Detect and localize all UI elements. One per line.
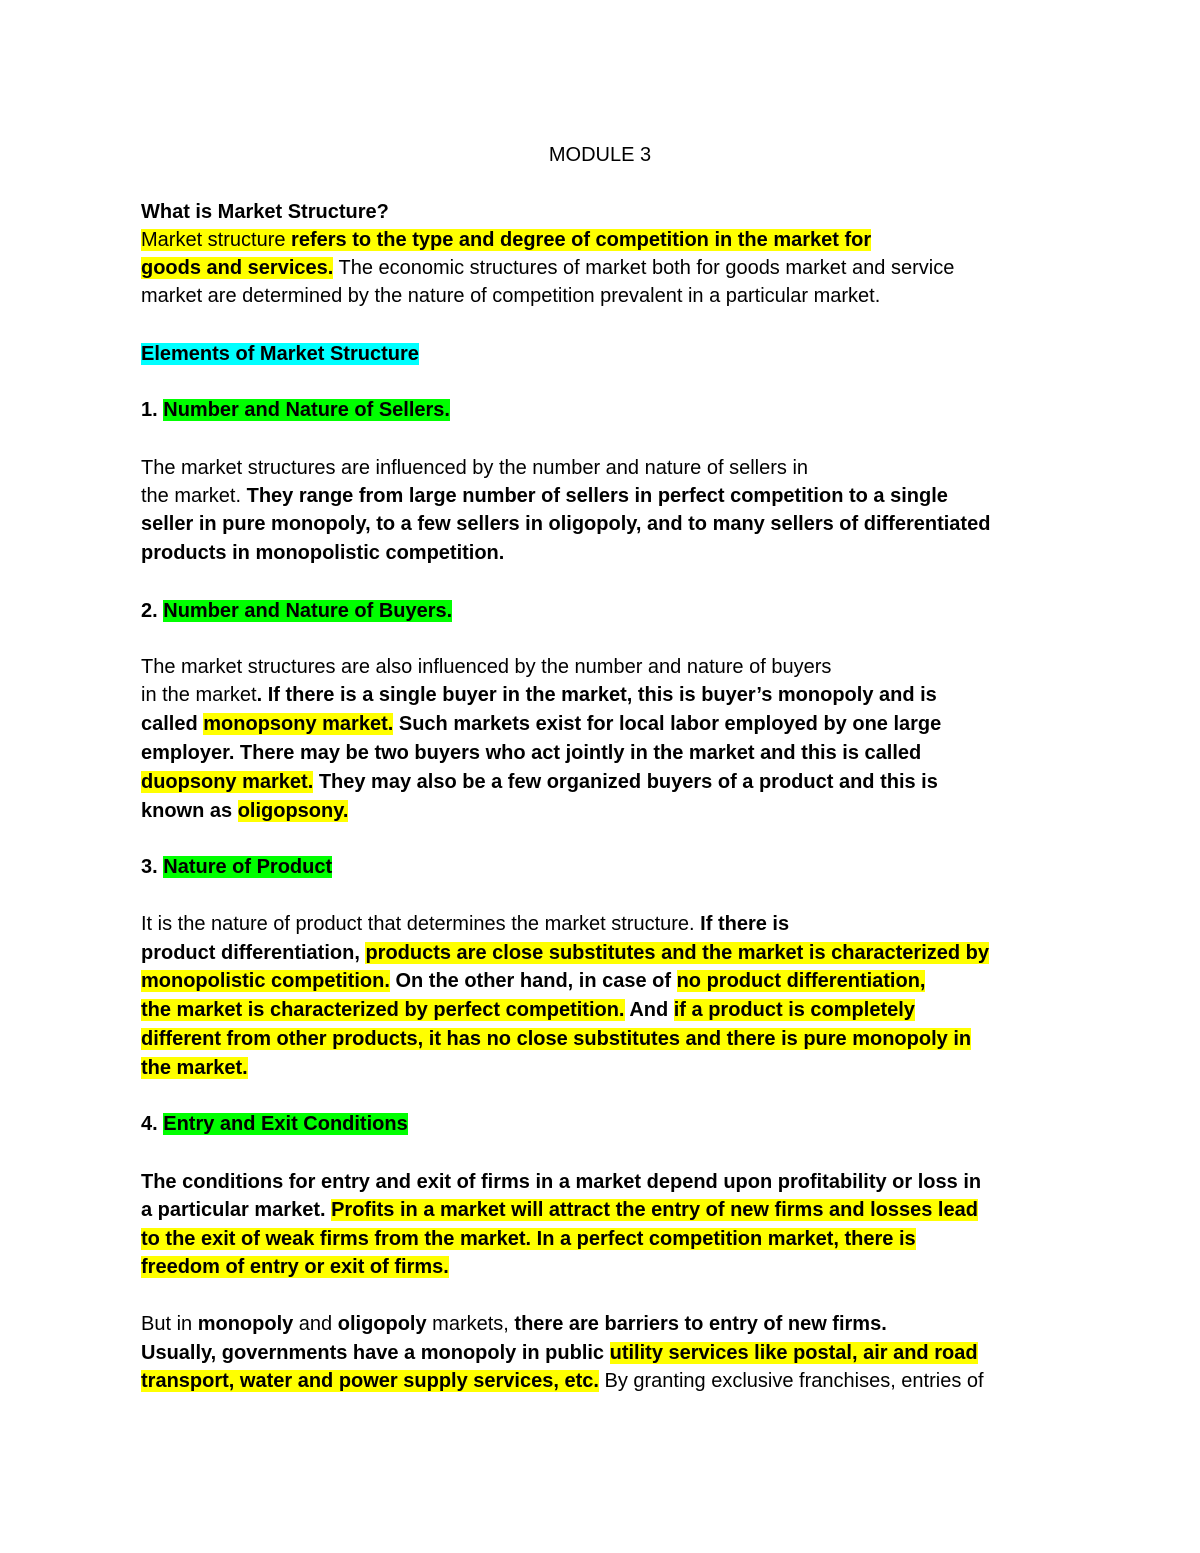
paragraph-line: duopsony market. They may also be a few organized buyers of a product and this is [141, 771, 938, 793]
paragraph-line: different from other products, it has no close substitutes and there is pure monopoly in [141, 1028, 972, 1050]
section-heading: What is Market Structure? [141, 201, 389, 223]
element-heading-1: 1. Number and Nature of Sellers. [141, 399, 450, 421]
paragraph-line: goods and services. The economic structures of market both for goods market and service [141, 257, 955, 279]
paragraph-line: Market structure refers to the type and degree of competition in the market for [141, 229, 872, 251]
paragraph-line: to the exit of weak firms from the market. In a perfect competition market, there is [141, 1228, 916, 1250]
paragraph-line: product differentiation, products are close substitutes and the market is characterized by [141, 942, 989, 964]
paragraph-line: the market. They range from large number of sellers in perfect competition to a single [141, 485, 948, 507]
paragraph-line: in the market. If there is a single buyer in the market, this is buyer’s monopoly and is [141, 684, 937, 706]
paragraph-line: seller in pure monopoly, to a few sellers in oligopoly, and to many sellers of differentiated [141, 513, 991, 535]
paragraph-line: It is the nature of product that determines the market structure. If there is [141, 913, 790, 935]
paragraph-line: The market structures are influenced by the number and nature of sellers in [141, 457, 809, 479]
paragraph-line: the market. [141, 1057, 248, 1079]
paragraph-line: The market structures are also influenced by the number and nature of buyers [141, 656, 832, 678]
paragraph-line: freedom of entry or exit of firms. [141, 1256, 449, 1278]
element-heading-4: 4. Entry and Exit Conditions [141, 1113, 408, 1135]
paragraph-line: employer. There may be two buyers who act jointly in the market and this is called [141, 742, 922, 764]
paragraph-line: the market is characterized by perfect competition. And if a product is completely [141, 999, 915, 1021]
paragraph-line: a particular market. Profits in a market will attract the entry of new firms and losses lead [141, 1199, 978, 1221]
paragraph-line: known as oligopsony. [141, 800, 349, 822]
paragraph-line: Usually, governments have a monopoly in public utility services like postal, air and road [141, 1342, 978, 1364]
element-heading-2: 2. Number and Nature of Buyers. [141, 600, 453, 622]
elements-heading: Elements of Market Structure [141, 343, 419, 365]
element-heading-3: 3. Nature of Product [141, 856, 333, 878]
paragraph-line: called monopsony market. Such markets exist for local labor employed by one large [141, 713, 942, 735]
paragraph-line: market are determined by the nature of competition prevalent in a particular market. [141, 285, 881, 307]
paragraph-line: transport, water and power supply services, etc. By granting exclusive franchises, entries of [141, 1370, 984, 1392]
module-title: MODULE 3 [548, 144, 652, 166]
paragraph-line: products in monopolistic competition. [141, 542, 505, 564]
paragraph-line: monopolistic competition. On the other hand, in case of no product differentiation, [141, 970, 926, 992]
paragraph-line: The conditions for entry and exit of firms in a market depend upon profitability or loss in [141, 1171, 982, 1193]
paragraph-line: But in monopoly and oligopoly markets, there are barriers to entry of new firms. [141, 1313, 887, 1335]
